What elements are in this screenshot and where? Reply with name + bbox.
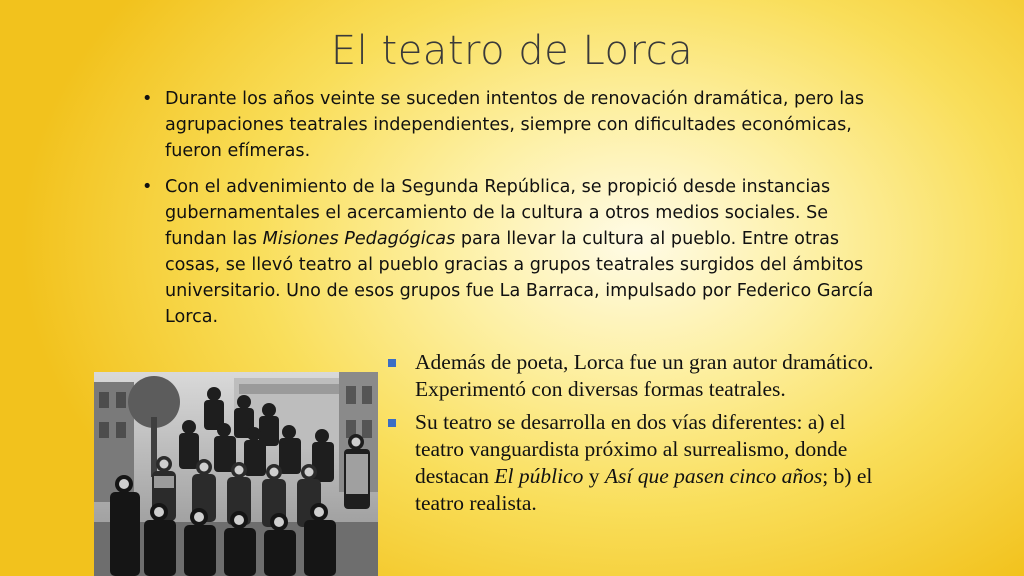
bullet-text-end: ; b) el teatro realista.	[415, 464, 873, 515]
play-title-asi-que-pasen: Así que pasen cinco años	[604, 464, 823, 488]
bullet-square-icon	[388, 419, 396, 427]
bullet-item	[385, 349, 885, 403]
bullet-square-icon	[388, 359, 396, 367]
bullet-text-mid: y	[583, 464, 605, 488]
group-photo	[94, 372, 378, 576]
bullet-text-italic: Misiones Pedagógicas	[262, 229, 456, 249]
bullet-dot-icon: •	[142, 89, 153, 109]
black-and-white-group-photo-icon	[94, 372, 378, 576]
bottom-bullet-list	[385, 349, 885, 523]
bullet-item	[385, 409, 885, 517]
bullet-text: Durante los años veinte se suceden intentos de renovación dramática, pero las agrupaciones teatrales independientes, siempre con dificultades económicas, fueron efímeras.	[165, 89, 865, 161]
bullet-text-start: Con el advenimiento de la Segunda República, se propició desde instancias gubernamentales el acercamiento de la cultura a otros medios sociales. Se fundan las	[165, 177, 831, 249]
bullet-item	[140, 86, 880, 164]
slide-title: El teatro de Lorca	[330, 28, 694, 74]
bullet-text-start: Su teatro se desarrolla en dos vías diferentes: a) el teatro vanguardista próximo al surrealismo, donde destacan	[415, 410, 848, 488]
play-title-el-publico: El público	[494, 464, 584, 488]
bullet-item	[140, 174, 880, 330]
bullet-text: Además de poeta, Lorca fue un gran autor dramático. Experimentó con diversas formas teatrales.	[415, 350, 874, 401]
bullet-dot-icon: •	[142, 177, 153, 197]
top-bullet-list	[140, 86, 880, 340]
bullet-text-end: para llevar la cultura al pueblo. Entre otras cosas, se llevó teatro al pueblo gracias a grupos teatrales surgidos del ámbitos universitario. Uno de esos grupos fue La Barraca, impulsado por Federico García Lorca.	[165, 229, 874, 327]
